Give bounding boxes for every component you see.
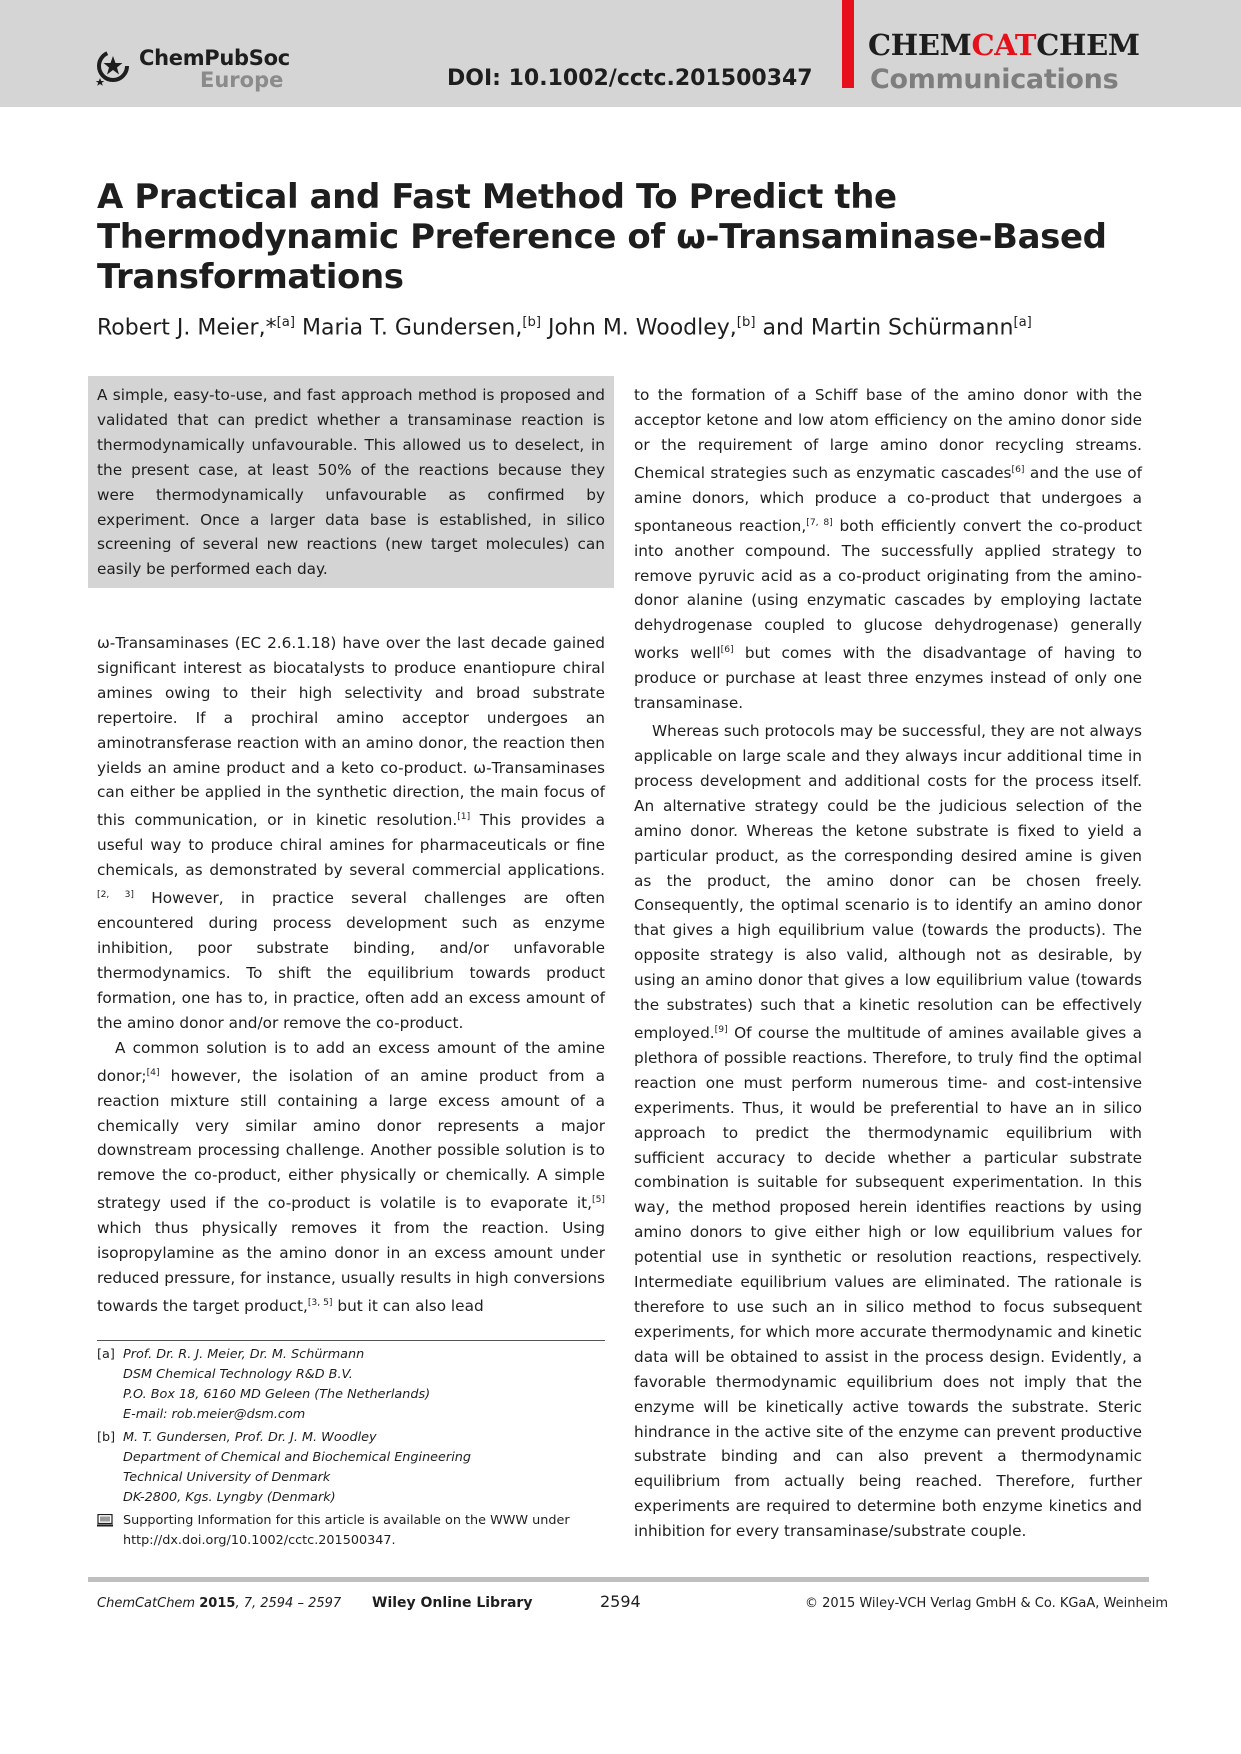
supporting-info-text: Supporting Information for this article is available on the WWW under http://dx.doi.org/10.1002/cctc.201500347.: [123, 1513, 570, 1548]
logo-name: ChemPubSoc: [139, 46, 290, 70]
body-paragraph: [634, 719, 1142, 1544]
journal-accent-bar: [842, 0, 854, 88]
citation[interactable]: [7, 8]: [806, 516, 833, 528]
text-run: which thus physically removes it from the reaction. Using isopropylamine as the amino donor in an excess amount under reduced pressure, for instance, usually results in high conversions towards the target product,: [97, 1219, 605, 1316]
body-column-right: [634, 383, 1142, 1544]
author-separator: and: [755, 315, 811, 341]
citation[interactable]: [6]: [720, 644, 734, 656]
footnotes: [97, 1345, 605, 1551]
body-paragraph: [634, 383, 1142, 716]
footnote-key: [a]: [97, 1347, 115, 1362]
text-run: Whereas such protocols may be successful, they are not always applicable on large scale and they always incur additional time in process development and additional costs for the process itself. An alternative strategy could be the judicious selection of the amino donor. Whereas the ketone substrate is fixed to yield a particular product, as the corresponding desired amine is given as the product, the amino donor can be chosen freely. Consequently, the optimal scenario is to identify an amino donor that gives a high equilibrium value (towards the products). The opposite strategy is also valid, although not as desirable, by using an amino donor that gives a low equilibrium value (towards the substrates) such that a kinetic resolution can be effectively employed.: [634, 722, 1142, 1043]
footnote-line: Technical University of Denmark: [123, 1470, 331, 1485]
footer-volume-pages: , 7, 2594 – 2597: [235, 1596, 342, 1611]
citation[interactable]: [3, 5]: [307, 1296, 333, 1308]
body-paragraph: [97, 1036, 605, 1319]
text-run: This provides a useful way to produce chiral amines for pharmaceuticals or fine chemicals, as demonstrated by several commercial applications.: [97, 811, 605, 880]
citation[interactable]: [4]: [146, 1066, 160, 1078]
chempubsoc-star-icon: [95, 46, 131, 86]
footnote-divider: [97, 1340, 605, 1341]
supporting-info-note[interactable]: [97, 1511, 605, 1551]
author-name: Martin Schürmann: [810, 315, 1014, 341]
citation[interactable]: [2, 3]: [97, 889, 135, 901]
citation[interactable]: [9]: [714, 1023, 728, 1035]
journal-name-part: CAT: [971, 28, 1037, 62]
footer-citation: [97, 1596, 341, 1611]
text-run: However, in practice several challenges are often encountered during process development such as enzyme inhibition, poor substrate binding, and/or unfavorable thermodynamics. To shift the equilibrium towards product formation, one has to, in practice, often add an excess amount of the amino donor and/or remove the co-product.: [97, 889, 605, 1032]
author-name: Robert J. Meier,*: [97, 315, 277, 341]
body-paragraph: [97, 631, 605, 1036]
text-run: but it can also lead: [332, 1297, 484, 1316]
affiliation-mark: [b]: [522, 315, 541, 330]
journal-name-part: CHEM: [868, 28, 972, 62]
journal-name-part: CHEM: [1036, 28, 1140, 62]
citation[interactable]: [1]: [457, 811, 471, 823]
affiliation-mark: [b]: [736, 315, 756, 330]
affiliation-footnote: [97, 1345, 605, 1425]
affiliation-mark: [a]: [276, 315, 295, 330]
body-column-left: [97, 631, 605, 1319]
text-run: both efficiently convert the co-product into another compound. The successfully applied strategy to remove pyruvic acid as a co-product originating from the amino-donor alanine (using enzymatic cascades by employing lactate dehydrogenase coupled to glucose dehydrogenase) generally works well: [634, 516, 1142, 663]
footnote-line: DSM Chemical Technology R&D B.V.: [123, 1367, 353, 1382]
journal-name[interactable]: [868, 28, 1140, 62]
computer-icon: [97, 1514, 113, 1527]
affiliation-footnote: [97, 1428, 605, 1508]
footnote-line: M. T. Gundersen, Prof. Dr. J. M. Woodley: [123, 1430, 377, 1445]
footnote-line: Prof. Dr. R. J. Meier, Dr. M. Schürmann: [123, 1347, 365, 1362]
wiley-online-library-link[interactable]: Wiley Online Library: [372, 1595, 533, 1611]
citation[interactable]: [5]: [592, 1194, 605, 1206]
text-run: and the use of amine donors, which produce a co-product that undergoes a spontaneous reaction,: [634, 463, 1142, 535]
page-number: 2594: [600, 1592, 641, 1611]
author-separator: [295, 315, 302, 340]
footnote-key: [b]: [97, 1430, 116, 1445]
text-run: Of course the multitude of amines available gives a plethora of possible reactions. Therefore, to truly find the optimal reaction one must perform numerous time- and cost-intensive experiments. Thus, it would be preferential to have an in silico approach to predict the thermodynamic equilibrium with sufficient accuracy to decide whether a particular substrate combination is suitable for subsequent experimentation. In this way, the method proposed herein identifies reactions by using amino donors to give either high or low equilibrium values for potential use in synthetic or resolution reactions, respectively. Intermediate equilibrium values are eliminated. The rationale is therefore to use such an in silico method to focus subsequent experiments, for which more accurate thermodynamic and kinetic data will be obtained to assist in the process design. Evidently, a favorable thermodynamic equilibrium does not imply that the enzyme will be kinetically active towards the substrate. Steric hindrance in the active site of the enzyme can prevent productive substrate binding and can also prevent a thermodynamic equilibrium from actually being reached. Therefore, further experiments are required to determine both enzyme kinetics and inhibition for every transaminase/substrate couple.: [634, 1024, 1142, 1541]
publisher-logo[interactable]: [95, 44, 305, 92]
footer-rule: [88, 1577, 1149, 1582]
footnote-email[interactable]: E-mail: rob.meier@dsm.com: [123, 1407, 306, 1422]
citation[interactable]: [6]: [1011, 463, 1025, 475]
article-title: A Practical and Fast Method To Predict the Thermodynamic Preference of ω-Transaminase-Based Transformations: [97, 177, 1107, 297]
abstract-text: A simple, easy-to-use, and fast approach method is proposed and validated that can predict whether a transaminase reaction is thermodynamically unfavourable. This allowed us to deselect, in the present case, at least 50% of the reactions because they were thermodynamically unfavourable as confirmed by experiment. Once a larger data base is established, in silico screening of several new reactions (new target molecules) can easily be performed each day.: [97, 386, 605, 579]
text-run: but comes with the disadvantage of having to produce or purchase at least three enzymes instead of only one transaminase.: [634, 644, 1142, 713]
affiliation-mark: [a]: [1013, 315, 1032, 330]
footer-journal: ChemCatChem: [97, 1596, 196, 1611]
text-run: however, the isolation of an amine product from a reaction mixture still containing a large excess amount of a chemically very similar amino donor represents a major downstream processing challenge. Another possible solution is to remove the co-product, either physically or chemically. A simple strategy used if the co-product is volatile is to evaporate it,: [97, 1066, 605, 1213]
footnote-line: P.O. Box 18, 6160 MD Geleen (The Netherlands): [123, 1387, 431, 1402]
footer-year: 2015: [199, 1596, 236, 1611]
footnote-line: DK-2800, Kgs. Lyngby (Denmark): [123, 1490, 336, 1505]
author-name: John M. Woodley,: [547, 315, 737, 341]
text-run: ω-Transaminases (EC 2.6.1.18) have over the last decade gained significant interest as biocatalysts to produce enantiopure chiral amines owing to their high selectivity and broad substrate repertoire. If a prochiral amino acceptor undergoes an aminotransferase reaction with an amino donor, the reaction then yields an amine product and a keto co-product. ω-Transaminases can either be applied in the synthetic direction, the main focus of this communication, or in kinetic resolution.: [97, 634, 605, 830]
author-list: [97, 315, 1032, 340]
footnote-line: Department of Chemical and Biochemical Engineering: [123, 1450, 471, 1465]
copyright: © 2015 Wiley-VCH Verlag GmbH & Co. KGaA, Weinheim: [805, 1596, 1169, 1611]
text-run: A common solution is to add an excess amount of the amine donor;: [97, 1038, 605, 1085]
logo-subtitle: Europe: [200, 68, 284, 92]
author-name: Maria T. Gundersen,: [301, 315, 523, 341]
section-label: Communications: [870, 64, 1119, 95]
author-separator: [541, 315, 548, 340]
doi-link[interactable]: DOI: 10.1002/cctc.201500347: [447, 66, 813, 91]
text-run: to the formation of a Schiff base of the amino donor with the acceptor ketone and low atom efficiency on the amino donor side or the requirement of large amino donor recycling streams. Chemical strategies such as enzymatic cascades: [634, 386, 1142, 482]
